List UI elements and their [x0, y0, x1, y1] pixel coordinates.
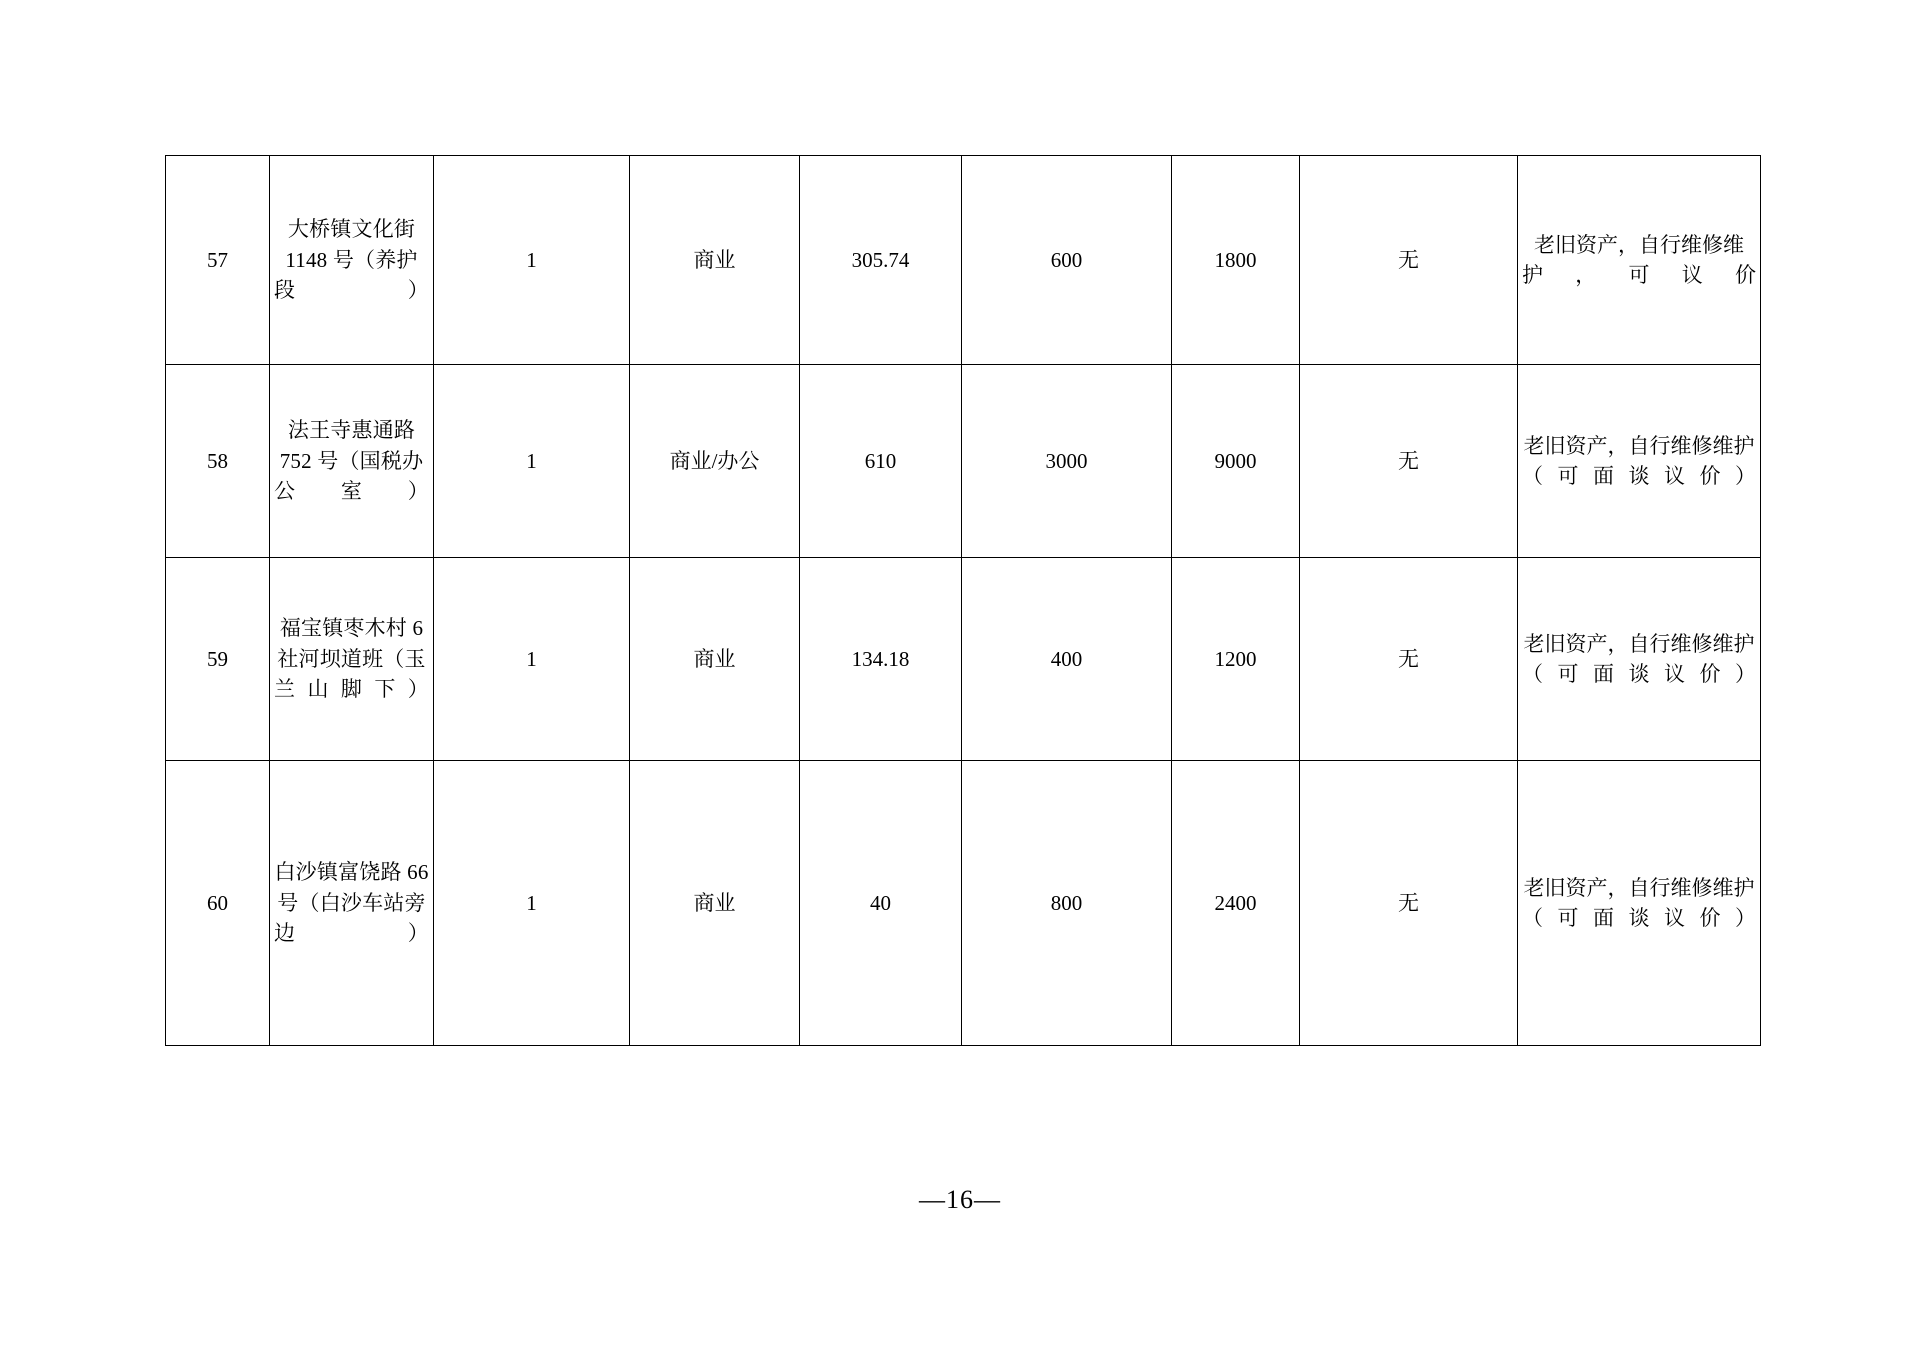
cell-total: 2400	[1172, 761, 1300, 1046]
cell-index: 60	[166, 761, 270, 1046]
page-number: —16—	[919, 1185, 1001, 1214]
cell-total: 1800	[1172, 156, 1300, 365]
cell-status: 无	[1300, 761, 1518, 1046]
cell-status: 无	[1300, 156, 1518, 365]
asset-table-container	[165, 155, 1760, 1046]
cell-count: 1	[434, 365, 630, 558]
table-row	[166, 156, 1761, 365]
cell-status: 无	[1300, 365, 1518, 558]
cell-area: 40	[800, 761, 962, 1046]
cell-remark: 老旧资产，自行维修维护（可面谈议价）	[1518, 365, 1761, 558]
cell-price: 800	[962, 761, 1172, 1046]
cell-address: 法王寺惠通路 752 号（国税办公室）	[270, 365, 434, 558]
cell-usage: 商业	[630, 761, 800, 1046]
table-row	[166, 365, 1761, 558]
cell-area: 305.74	[800, 156, 962, 365]
table-row	[166, 558, 1761, 761]
cell-remark: 老旧资产，自行维修维护（可面谈议价）	[1518, 761, 1761, 1046]
cell-count: 1	[434, 761, 630, 1046]
cell-index: 58	[166, 365, 270, 558]
cell-address: 大桥镇文化街 1148 号（养护段）	[270, 156, 434, 365]
cell-total: 1200	[1172, 558, 1300, 761]
cell-remark: 老旧资产，自行维修维护（可面谈议价）	[1518, 558, 1761, 761]
cell-count: 1	[434, 156, 630, 365]
cell-index: 59	[166, 558, 270, 761]
cell-usage: 商业/办公	[630, 365, 800, 558]
cell-status: 无	[1300, 558, 1518, 761]
cell-address: 福宝镇枣木村 6 社河坝道班（玉兰山脚下）	[270, 558, 434, 761]
table-row	[166, 761, 1761, 1046]
cell-price: 400	[962, 558, 1172, 761]
cell-address: 白沙镇富饶路 66 号（白沙车站旁边）	[270, 761, 434, 1046]
cell-area: 610	[800, 365, 962, 558]
cell-count: 1	[434, 558, 630, 761]
cell-remark: 老旧资产，自行维修维护，可议价	[1518, 156, 1761, 365]
cell-usage: 商业	[630, 558, 800, 761]
asset-table	[165, 155, 1761, 1046]
cell-usage: 商业	[630, 156, 800, 365]
cell-index: 57	[166, 156, 270, 365]
cell-price: 600	[962, 156, 1172, 365]
cell-total: 9000	[1172, 365, 1300, 558]
cell-area: 134.18	[800, 558, 962, 761]
cell-price: 3000	[962, 365, 1172, 558]
